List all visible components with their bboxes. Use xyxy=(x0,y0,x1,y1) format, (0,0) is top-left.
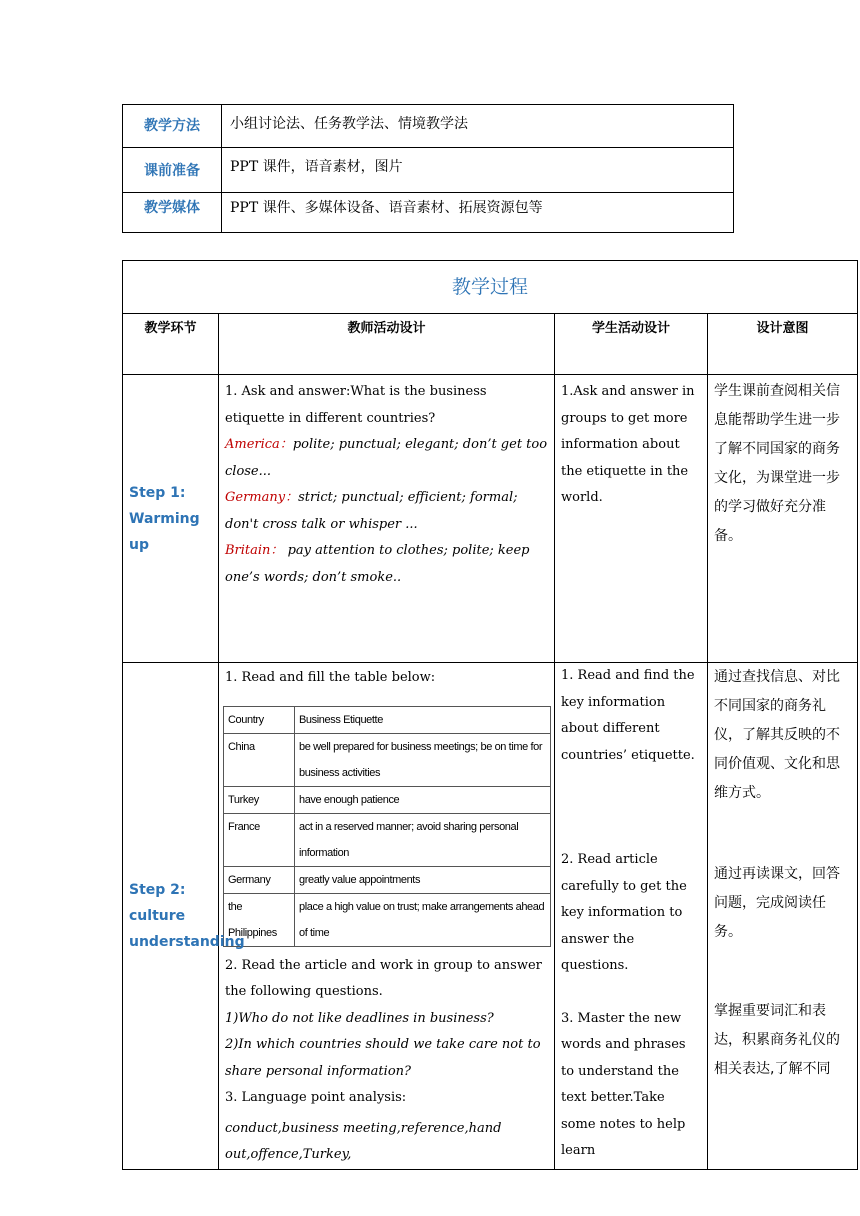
header-teacher: 教师活动设计 xyxy=(219,314,555,375)
info-label-method: 教学方法 xyxy=(123,105,222,148)
step2-question1: 1)Who do not like deadlines in business? xyxy=(225,1010,494,1026)
step2-student-1: 1. Read and find the key information about different countries’ etiquette. xyxy=(561,668,695,763)
info-label-media: 教学媒体 xyxy=(123,193,222,233)
etiquette-table xyxy=(223,706,551,947)
etiquette-country: Germany xyxy=(224,866,295,893)
step1-item-germany: Germany：strict; punctual; efficient; formal; don't cross talk or whisper ... xyxy=(225,490,518,532)
process-title: 教学过程 xyxy=(123,261,858,314)
step2-question2: 2)In which countries should we take care not to share personal information? xyxy=(225,1037,541,1079)
table-row xyxy=(224,706,551,733)
step2-task3: 3. Language point analysis: xyxy=(225,1090,407,1105)
etiquette-country: China xyxy=(224,733,295,786)
header-purpose: 设计意图 xyxy=(708,314,858,375)
etiquette-country: France xyxy=(224,813,295,866)
info-value-method: 小组讨论法、任务教学法、情境教学法 xyxy=(222,105,734,148)
header-student: 学生活动设计 xyxy=(555,314,708,375)
etiquette-value: greatly value appointments xyxy=(295,866,551,893)
step2-task2: 2. Read the article and work in group to answer the following questions. xyxy=(225,957,542,999)
etiquette-value: place a high value on trust; make arrangements ahead of time xyxy=(295,893,551,946)
info-value-prep: PPT 课件，语音素材，图片 xyxy=(222,148,734,193)
step2-teacher xyxy=(219,663,555,1170)
info-value-media: PPT 课件、多媒体设备、语音素材、拓展资源包等 xyxy=(222,193,734,233)
step2-task1: 1. Read and fill the table below: xyxy=(225,670,436,685)
table-row xyxy=(224,786,551,813)
etiquette-value: act in a reserved manner; avoid sharing personal information xyxy=(295,813,551,866)
step2-purpose-1: 通过查找信息、对比不同国家的商务礼仪，了解其反映的不同价值观、文化和思维方式。 xyxy=(714,669,840,801)
step1-name: Step 1: Warming up xyxy=(123,375,219,663)
process-table xyxy=(122,260,858,1170)
etiquette-country: Turkey xyxy=(224,786,295,813)
etiquette-value: be well prepared for business meetings; be on time for business activities xyxy=(295,733,551,786)
step1-purpose: 学生课前查阅相关信息能帮助学生进一步了解不同国家的商务文化，为课堂进一步的学习做好充分准备。 xyxy=(708,375,858,663)
step1-teacher xyxy=(219,375,555,663)
step2-student-2: 2. Read article carefully to get the key information to answer the questions. xyxy=(561,852,687,973)
info-label-prep: 课前准备 xyxy=(123,148,222,193)
step1-item-america: America：polite; punctual; elegant; don’t get too close... xyxy=(225,437,548,479)
step1-student: 1.Ask and answer in groups to get more information about the etiquette in the world. xyxy=(555,375,708,663)
step2-purpose-3: 掌握重要词汇和表达，积累商务礼仪的相关表达,了解不同 xyxy=(714,1003,840,1077)
step1-item-britain: Britain： pay attention to clothes; polite; keep one’s words; don’t smoke.. xyxy=(225,543,530,585)
step2-purpose xyxy=(708,663,858,1170)
table-row xyxy=(224,893,551,946)
step2-student-3: 3. Master the new words and phrases to understand the text better.Take some notes to help learn xyxy=(561,1010,686,1158)
step2-student xyxy=(555,663,708,1170)
step2-name: Step 2: culture understanding xyxy=(123,663,219,1170)
etiquette-header-country: Country xyxy=(224,706,295,733)
step2-purpose-2: 通过再读课文，回答问题，完成阅读任务。 xyxy=(714,866,840,940)
step2-task3-words: conduct,business meeting,reference,hand out,offence,Turkey, xyxy=(225,1120,502,1162)
etiquette-value: have enough patience xyxy=(295,786,551,813)
table-row xyxy=(224,866,551,893)
step1-intro: 1. Ask and answer:What is the business etiquette in different countries? xyxy=(225,384,487,426)
etiquette-country: the Philippines xyxy=(224,893,295,946)
header-stage: 教学环节 xyxy=(123,314,219,375)
table-row xyxy=(224,813,551,866)
etiquette-header-etiquette: Business Etiquette xyxy=(295,706,551,733)
table-row xyxy=(224,733,551,786)
info-table xyxy=(122,104,734,233)
